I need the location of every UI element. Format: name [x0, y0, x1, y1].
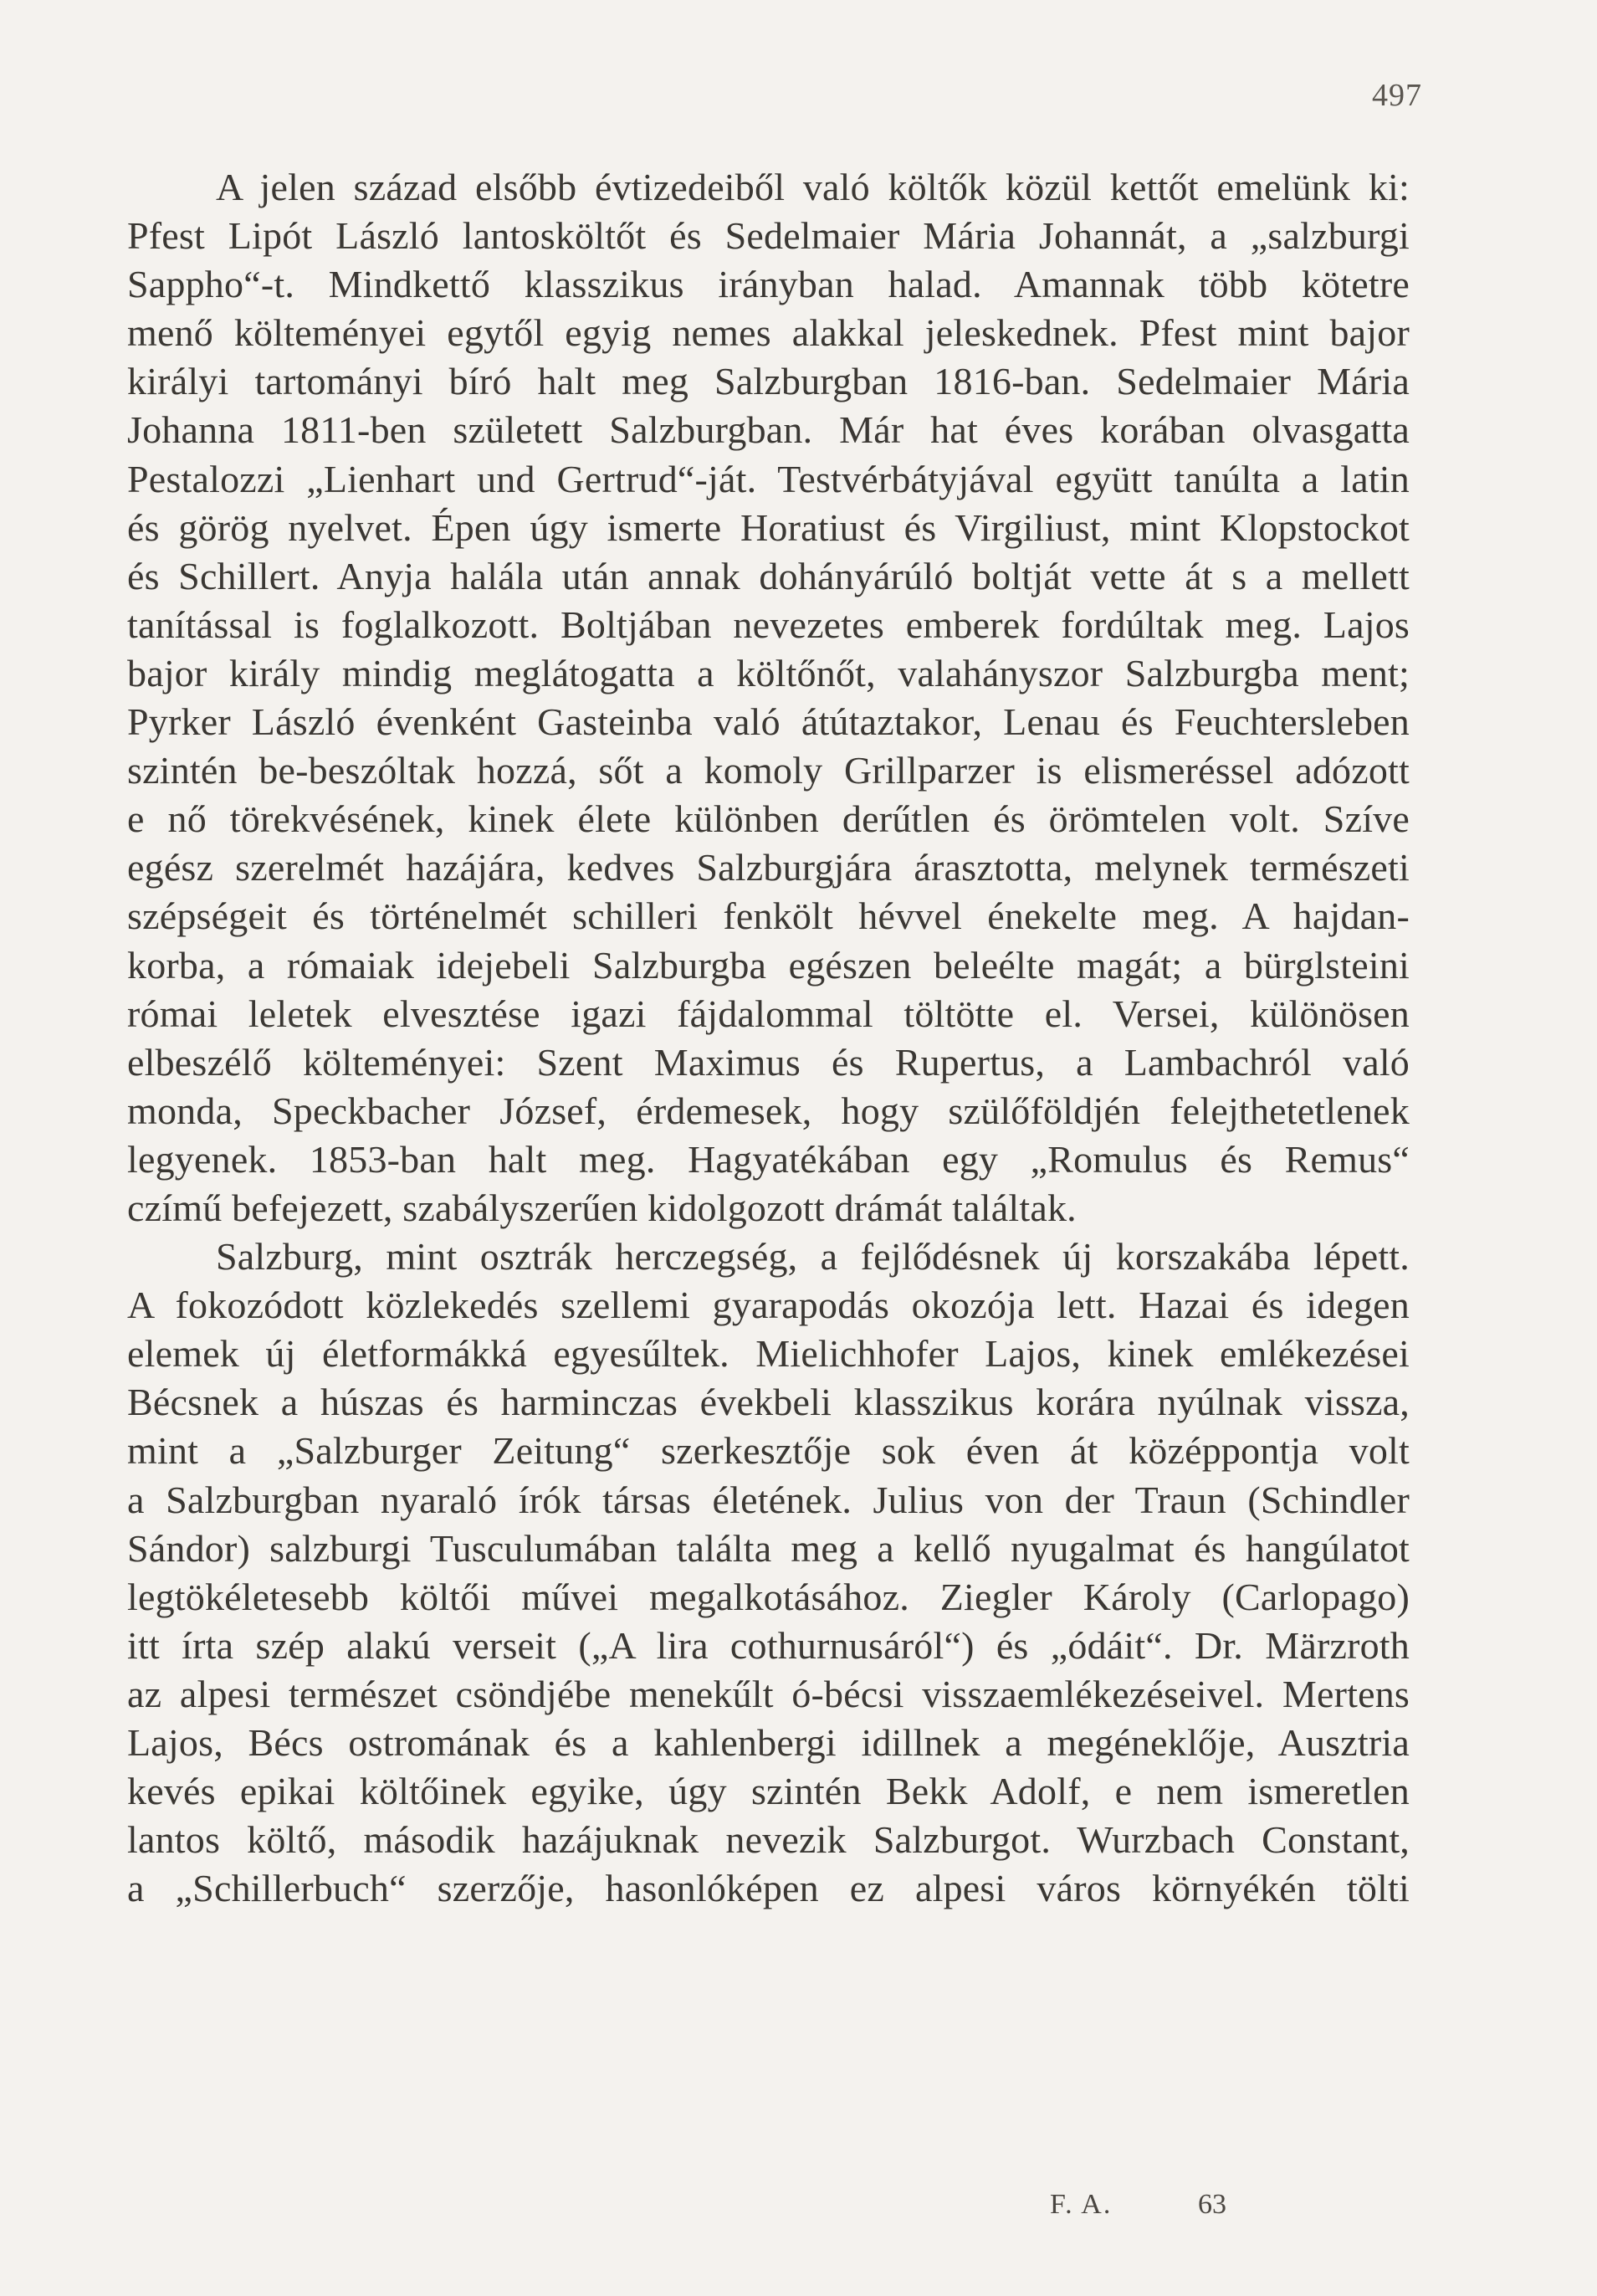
text-line: római leletek elvesztése igazi fájdalommal töltötte el. Versei, különösen — [127, 992, 1410, 1035]
text-line: menő költeményei egytől egyig nemes alakkal jeleskednek. Pfest mint bajor — [127, 311, 1410, 355]
text-line: elemek új életformákká egyesűltek. Mielichhofer Lajos, kinek emlékezései — [127, 1332, 1410, 1376]
text-line: szépségeit és történelmét schilleri fenkölt hévvel énekelte meg. A hajdan- — [127, 894, 1410, 938]
text-line: az alpesi természet csöndjébe menekűlt ó-bécsi visszaemlékezéseivel. Mertens — [127, 1672, 1410, 1715]
body-text — [127, 163, 1410, 1913]
text-line: és görög nyelvet. Épen úgy ismerte Horatiust és Virgiliust, mint Klopstockot — [127, 505, 1410, 549]
text-line: Sándor) salzburgi Tusculumában találta meg a kellő nyugalmat és hangúlatot — [127, 1526, 1410, 1570]
text-line: e nő törekvésének, kinek élete különben derűtlen és örömtelen volt. Szíve — [127, 797, 1410, 841]
text-line: A jelen század elsőbb évtizedeiből való költők közül kettőt emelünk ki: — [216, 166, 1410, 208]
text-line: tanítással is foglalkozott. Boltjában nevezetes emberek fordúltak meg. Lajos — [127, 602, 1410, 646]
text-line: a „Schillerbuch“ szerzője, hasonlóképen ez alpesi város környékén tölti — [127, 1867, 1410, 1910]
page-number: 497 — [1372, 78, 1422, 113]
text-line: korba, a rómaiak idejebeli Salzburgba egészen beleélte magát; a bürglsteini — [127, 943, 1410, 987]
text-line: lantos költő, második hazájuknak nevezik Salzburgot. Wurzbach Constant, — [127, 1818, 1410, 1862]
text-line: Pestalozzi „Lienhart und Gertrud“-ját. Testvérbátyjával együtt tanúlta a latin — [127, 457, 1410, 500]
text-line: Pfest Lipót László lantosköltőt és Sedelmaier Mária Johannát, a „salzburgi — [127, 214, 1410, 258]
text-line: Pyrker László évenként Gasteinba való átútaztakor, Lenau és Feuchtersleben — [127, 700, 1410, 744]
text-line: Lajos, Bécs ostromának és a kahlenbergi idillnek a megéneklője, Ausztria — [127, 1721, 1410, 1764]
text-line: és Schillert. Anyja halála után annak dohányárúló boltját vette át s a mellett — [127, 554, 1410, 597]
text-line: legtökéletesebb költői művei megalkotásához. Ziegler Károly (Carlopago) — [127, 1575, 1410, 1618]
text-line: bajor király mindig meglátogatta a költőnőt, valahányszor Salzburgba ment; — [127, 651, 1410, 694]
text-line: elbeszélő költeményei: Szent Maximus és Rupertus, a Lambachról való — [127, 1040, 1410, 1084]
text-line: Bécsnek a húszas és harminczas évekbeli klasszikus korára nyúlnak vissza, — [127, 1381, 1410, 1424]
sheet-number: 63 — [1198, 2189, 1226, 2220]
text-line: Johanna 1811-ben született Salzburgban. Már hat éves korában olvasgatta — [127, 408, 1410, 452]
text-line: legyenek. 1853-ban halt meg. Hagyatékában egy „Romulus és Remus“ — [127, 1137, 1410, 1181]
text-line: Sappho“-t. Mindkettő klasszikus irányban halad. Amannak több kötetre — [127, 263, 1410, 306]
printer-signature: F. A. — [1050, 2189, 1113, 2220]
text-line: szintén be-beszóltak hozzá, sőt a komoly Grillparzer is elismeréssel adózott — [127, 749, 1410, 792]
text-line: A fokozódott közlekedés szellemi gyarapodás okozója lett. Hazai és idegen — [127, 1284, 1410, 1327]
text-line: a Salzburgban nyaraló írók társas életének. Julius von der Traun (Schindler — [127, 1478, 1410, 1521]
text-line: egész szerelmét hazájára, kedves Salzburgjára árasztotta, melynek természeti — [127, 846, 1410, 889]
text-line: kevés epikai költőinek egyike, úgy szintén Bekk Adolf, e nem ismeretlen — [127, 1770, 1410, 1813]
text-line: Salzburg, mint osztrák herczegség, a fejlődésnek új korszakába lépett. — [216, 1235, 1410, 1279]
text-line: itt írta szép alakú verseit („A lira cothurnusáról“) és „ódáit“. Dr. Märzroth — [127, 1623, 1410, 1667]
text-line: czímű befejezett, szabályszerűen kidolgozott drámát találtak. — [127, 1186, 1077, 1229]
text-line: monda, Speckbacher József, érdemesek, hogy szülőföldjén felejthetetlenek — [127, 1089, 1410, 1132]
text-line: királyi tartományi bíró halt meg Salzburgban 1816-ban. Sedelmaier Mária — [127, 360, 1410, 403]
text-line: mint a „Salzburger Zeitung“ szerkesztője sok éven át középpontja volt — [127, 1429, 1410, 1473]
